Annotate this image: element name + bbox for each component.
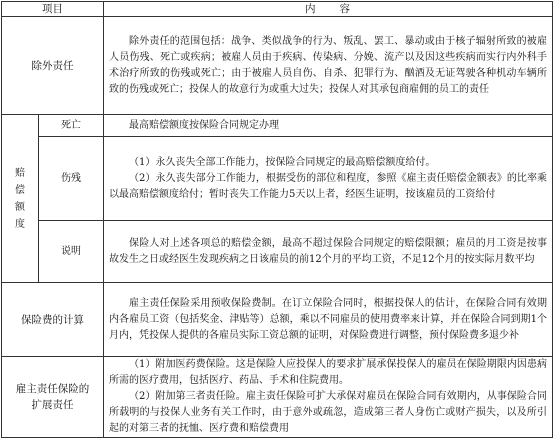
extension-label — [2, 357, 104, 438]
note-row — [2, 221, 553, 283]
compensation-label — [2, 115, 39, 283]
disability-label: 伤残 — [39, 137, 104, 221]
extension-row — [2, 357, 553, 438]
employer-liability-table — [1, 1, 553, 438]
premium-paragraph: 雇主责任保险采用预收保险费制。在订立保险合同时，根据投保人的估计，在保险合同有效期内各雇员工资（包括奖金、津贴等）总额，乘以不同雇员的使用费率来计算，并在保险合同到期1个月内，凭投保人提供的各雇员实际工资总额的证明，对保险费进行调整，预付保险费多退少补 — [109, 297, 547, 341]
header-item: 项目 — [2, 2, 104, 17]
disability-row — [2, 137, 553, 221]
note-label: 说明 — [39, 221, 104, 283]
death-text — [104, 115, 553, 137]
exclusions-paragraph: 除外责任的范围包括：战争、类似战争的行为、叛乱、罢工、暴动或由于核子辐射所致的被雇人员伤残、死亡或疾病；被雇人员由于疾病、传染病、分娩、流产以及因这些疾病而实行内外科手术治疗所致的伤残或死亡；由于被雇人员自伤、自杀、犯罪行为、酗酒及无证驾驶各种机动车辆所致的伤残或死亡；投保人的故意行为或重大过失；投保人对其承包商雇佣的员工的责任 — [109, 35, 547, 95]
note-paragraph: 保险人对上述各项总的赔偿金额，最高不超过保险合同规定的赔偿限额；雇员的月工资是按事故发生之日或经医生发现疾病之日该雇员的前12个月的平均工资，不足12个月的按实际月数平均 — [109, 237, 547, 265]
disability-item-2: （2）永久丧失部分工作能力，根据受伤的部位和程度，参照《雇主责任赔偿金额表》的比率乘以最高赔偿额度给付；暂时丧失工作能力5天以上者，经医生证明，按该雇员的工资给付 — [109, 172, 547, 200]
disability-item-1: （1）永久丧失全部工作能力，按保险合同规定的最高赔偿额度给付。 — [129, 156, 436, 168]
extension-label-1: 雇主责任保险的 — [15, 383, 90, 395]
compensation-label-1: 赔偿 — [15, 167, 25, 196]
disability-text — [104, 137, 553, 221]
exclusions-text — [104, 17, 553, 115]
death-paragraph: 最高赔偿额度按保险合同规定办理 — [129, 119, 279, 131]
note-text — [104, 221, 553, 283]
premium-text — [104, 283, 553, 357]
extension-label-2: 扩展责任 — [31, 399, 74, 411]
premium-row — [2, 283, 553, 357]
extension-text — [104, 357, 553, 438]
death-row — [2, 115, 553, 137]
extension-item-1: （1）附加医药费保险。这是保险人应投保人的要求扩展承保投保人的雇员在保险期限内因患病所需的医疗费用，包括医疗、药品、手术和住院费用。 — [109, 359, 547, 386]
exclusions-label: 除外责任 — [2, 17, 104, 115]
death-label: 死亡 — [39, 115, 104, 137]
header-content: 内容 — [104, 2, 553, 17]
exclusions-row — [2, 17, 553, 115]
header-row — [2, 2, 553, 17]
compensation-label-2: 额度 — [15, 201, 25, 230]
extension-item-2: （2）附加第三者责任险。雇主责任保险可扩大承保对雇员在保险合同有效期内，从事保险合同所载明的与投保人业务有关工作时，由于意外或疏忽，造成第三者人身伤亡或财产损失，以及所引起的对第三者的抚恤、医疗费和赔偿费用 — [109, 391, 547, 434]
premium-label: 保险费的计算 — [2, 283, 104, 357]
